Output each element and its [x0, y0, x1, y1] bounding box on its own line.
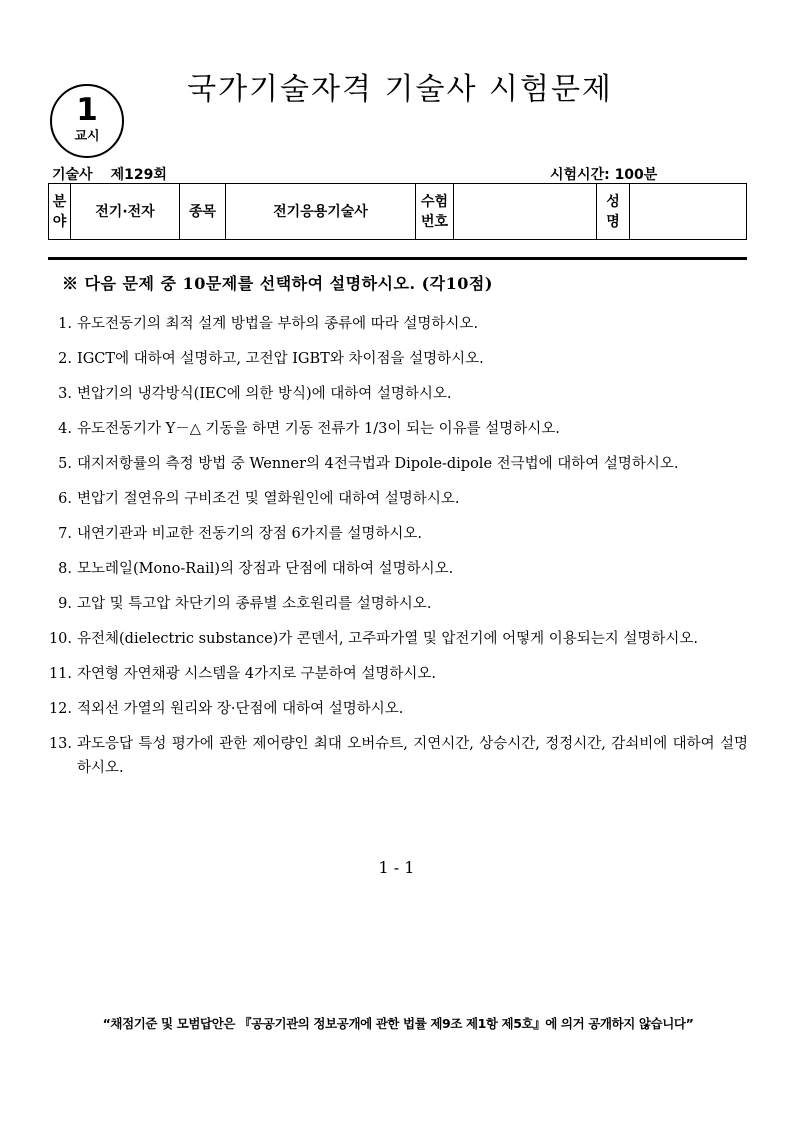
question-text: 내연기관과 비교한 전동기의 장점 6가지를 설명하시오.: [77, 526, 423, 542]
question-text: 적외선 가열의 원리와 장·단점에 대하여 설명하시오.: [77, 701, 404, 717]
question-item: [40, 732, 748, 780]
question-item: [40, 312, 748, 336]
question-number: 1.: [58, 316, 72, 332]
question-text: 유도전동기가 Y－△ 기동을 하면 기동 전류가 1/3이 되는 이유를 설명하시오.: [77, 421, 560, 437]
question-text: 모노레일(Mono-Rail)의 장점과 단점에 대하여 설명하시오.: [77, 561, 454, 577]
question-text: 변압기의 냉각방식(IEC에 의한 방식)에 대하여 설명하시오.: [77, 386, 452, 402]
question-number: 10.: [48, 631, 72, 647]
question-item: [40, 382, 748, 406]
question-number: 13.: [48, 736, 72, 752]
exam-info-table: [48, 183, 747, 240]
question-item: [40, 347, 748, 371]
divider: [48, 257, 747, 260]
question-number: 6.: [58, 491, 72, 507]
question-item: [40, 592, 748, 616]
question-text: 자연형 자연채광 시스템을 4가지로 구분하여 설명하시오.: [77, 666, 437, 682]
name-field[interactable]: [630, 184, 747, 240]
field-label: 분 야: [49, 184, 71, 240]
exam-category: 기술사: [52, 167, 93, 183]
question-text: 유도전동기의 최적 설계 방법을 부하의 종류에 따라 설명하시오.: [77, 316, 479, 332]
question-item: [40, 557, 748, 581]
question-item: [40, 452, 748, 476]
question-text: 변압기 절연유의 구비조건 및 열화원인에 대하여 설명하시오.: [77, 491, 460, 507]
question-text: 고압 및 특고압 차단기의 종류별 소호원리를 설명하시오.: [77, 596, 432, 612]
exam-number-field[interactable]: [454, 184, 597, 240]
question-item: [40, 417, 748, 441]
period-label: 교시: [74, 129, 100, 144]
question-text: IGCT에 대하여 설명하고, 고전압 IGBT와 차이점을 설명하시오.: [77, 351, 484, 367]
question-number: 3.: [58, 386, 72, 402]
question-number: 4.: [58, 421, 72, 437]
question-item: [40, 522, 748, 546]
question-text: 대지저항률의 측정 방법 중 Wenner의 4전극법과 Dipole-dipole 전극법에 대하여 설명하시오.: [77, 456, 679, 472]
question-item: [40, 627, 748, 651]
footer-note: “채점기준 및 모범답안은 『공공기관의 정보공개에 관한 법률 제9조 제1항 제5호』에 의거 공개하지 않습니다”: [102, 1016, 694, 1031]
question-number: 2.: [58, 351, 72, 367]
question-list: [40, 312, 748, 791]
exam-round: 제129회: [110, 167, 167, 183]
question-number: 5.: [58, 456, 72, 472]
question-number: 8.: [58, 561, 72, 577]
instruction: ※ 다음 문제 중 10문제를 선택하여 설명하시오. (각10점): [62, 274, 493, 293]
name-label: 성 명: [597, 184, 630, 240]
exam-number-label: 수험 번호: [416, 184, 454, 240]
question-number: 12.: [48, 701, 72, 717]
page-number: 1 - 1: [378, 858, 415, 877]
period-badge: [50, 84, 124, 158]
exam-time: 시험시간: 100분: [550, 167, 658, 183]
question-number: 7.: [58, 526, 72, 542]
question-text: 과도응답 특성 평가에 관한 제어량인 최대 오버슈트, 지연시간, 상승시간, 정정시간, 감쇠비에 대하여 설명하시오.: [77, 736, 748, 776]
period-number: 1: [76, 92, 98, 128]
question-item: [40, 697, 748, 721]
item-label: 종목: [180, 184, 226, 240]
question-number: 9.: [58, 596, 72, 612]
field-value: 전기·전자: [71, 184, 180, 240]
page-title: 국가기술자격 기술사 시험문제: [187, 72, 613, 107]
question-number: 11.: [48, 666, 72, 682]
item-value: 전기응용기술사: [226, 184, 416, 240]
exam-meta: [52, 164, 167, 184]
question-item: [40, 487, 748, 511]
question-item: [40, 662, 748, 686]
question-text: 유전체(dielectric substance)가 콘덴서, 고주파가열 및 압전기에 어떻게 이용되는지 설명하시오.: [77, 631, 698, 647]
